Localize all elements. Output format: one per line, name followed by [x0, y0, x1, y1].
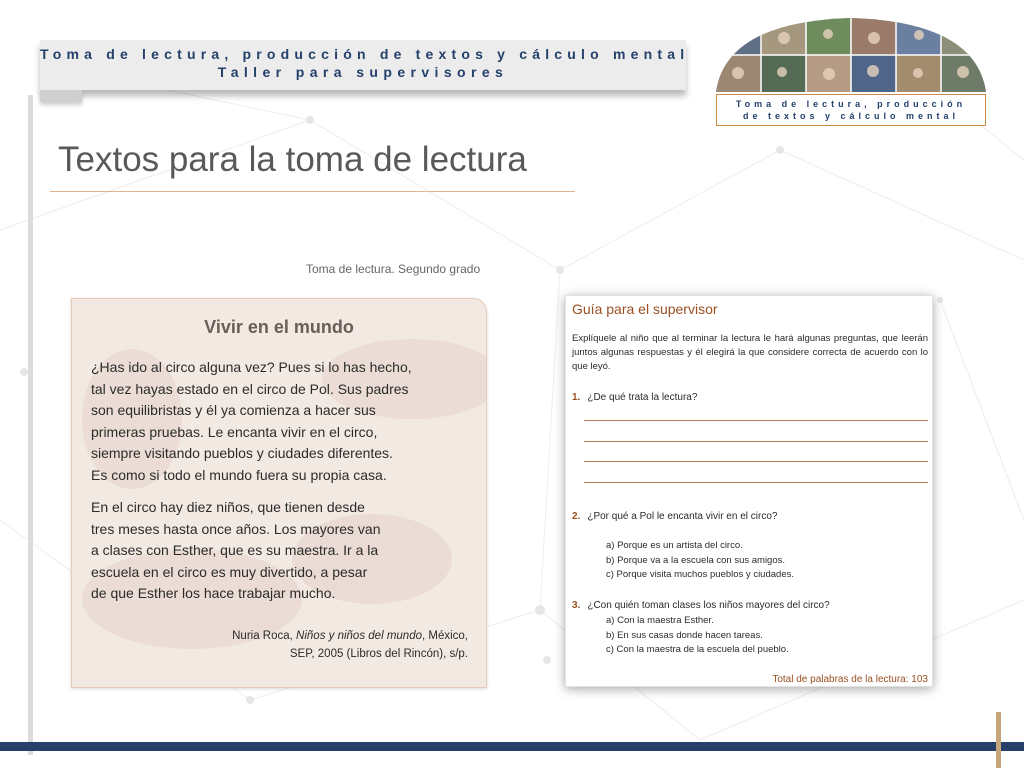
logo-caption-line1: Toma de lectura, producción — [735, 99, 967, 109]
question-3 — [572, 600, 830, 611]
page-title: Textos para la toma de lectura — [58, 140, 527, 179]
guide-intro: Explíquele al niño que al terminar la lectura le hará algunas preguntas, que leerán juntos algunas respuestas y él elegirá la que considere correcta de acuerdo con lo que leyó. — [572, 333, 928, 372]
question-2 — [572, 511, 777, 522]
reading-body — [91, 357, 483, 616]
header-banner — [40, 40, 690, 90]
question-1-number: 1. — [572, 392, 581, 403]
question-3-options — [606, 614, 789, 658]
left-vertical-rule — [28, 95, 33, 755]
logo-caption — [716, 94, 986, 126]
source-rest-1: , México, — [421, 630, 468, 642]
corner-accent — [996, 712, 1001, 768]
reading-paragraph-2: En el circo hay diez niños, que tienen desde tres meses hasta once años. Los mayores van a clases con Esther, que es su maestra. Ir a la escuela en el circo es muy divertido, a pesar de que Esther los hace trabajar mucho. — [91, 499, 381, 601]
reading-caption: Toma de lectura. Segundo grado — [306, 262, 481, 276]
question-3-number: 3. — [572, 600, 581, 611]
answer-line — [584, 441, 928, 442]
source-author: Nuria Roca, — [232, 630, 293, 642]
question-2-text: ¿Por qué a Pol le encanta vivir en el circo? — [587, 511, 778, 522]
title-underline — [50, 191, 575, 192]
question-1-text: ¿De qué trata la lectura? — [587, 392, 698, 403]
source-rest-2: SEP, 2005 (Libros del Rincón), s/p. — [289, 648, 468, 660]
option: c) Porque visita muchos pueblos y ciudades. — [606, 569, 794, 580]
reading-text-card — [71, 298, 487, 688]
bottom-bar — [0, 742, 1024, 751]
question-1 — [572, 392, 697, 403]
option: a) Con la maestra Esther. — [606, 615, 714, 626]
question-2-number: 2. — [572, 511, 581, 522]
question-2-options — [606, 539, 794, 583]
reading-title: Vivir en el mundo — [204, 317, 354, 337]
header-title-line2: Taller para supervisores — [217, 64, 509, 80]
guide-title: Guía para el supervisor — [572, 301, 718, 317]
source-title: Niños y niños del mundo — [296, 630, 422, 642]
photo-collage-logo — [716, 18, 986, 92]
supervisor-guide-card — [565, 295, 933, 687]
answer-line — [584, 420, 928, 421]
option: b) En sus casas donde hacen tareas. — [606, 629, 763, 641]
option: a) Porque es un artista del circo. — [606, 540, 743, 551]
program-logo — [716, 18, 986, 128]
answer-line — [584, 482, 928, 483]
question-3-text: ¿Con quién toman clases los niños mayores del circo? — [587, 600, 830, 611]
word-count: Total de palabras de la lectura: 103 — [772, 674, 928, 685]
reading-source — [232, 627, 468, 663]
reading-paragraph-1: ¿Has ido al circo alguna vez? Pues si lo has hecho, tal vez hayas estado en el circo de Pol. Sus padres son equilibristas y él ya comienza a hacer sus primeras pruebas. Le encanta vivir en el circo, siempre visitando pueblos y ciudades diferentes. Es como si todo el mundo fuera su propia casa. — [91, 359, 412, 483]
header-title-line1: Toma de lectura, producción de textos y cálculo mental — [40, 46, 690, 62]
option: c) Con la maestra de la escuela del pueblo. — [606, 644, 789, 655]
logo-caption-line2: de textos y cálculo mental — [742, 111, 960, 121]
answer-line — [584, 461, 928, 462]
option: b) Porque va a la escuela con sus amigos. — [606, 554, 786, 566]
banner-tab — [40, 90, 82, 102]
